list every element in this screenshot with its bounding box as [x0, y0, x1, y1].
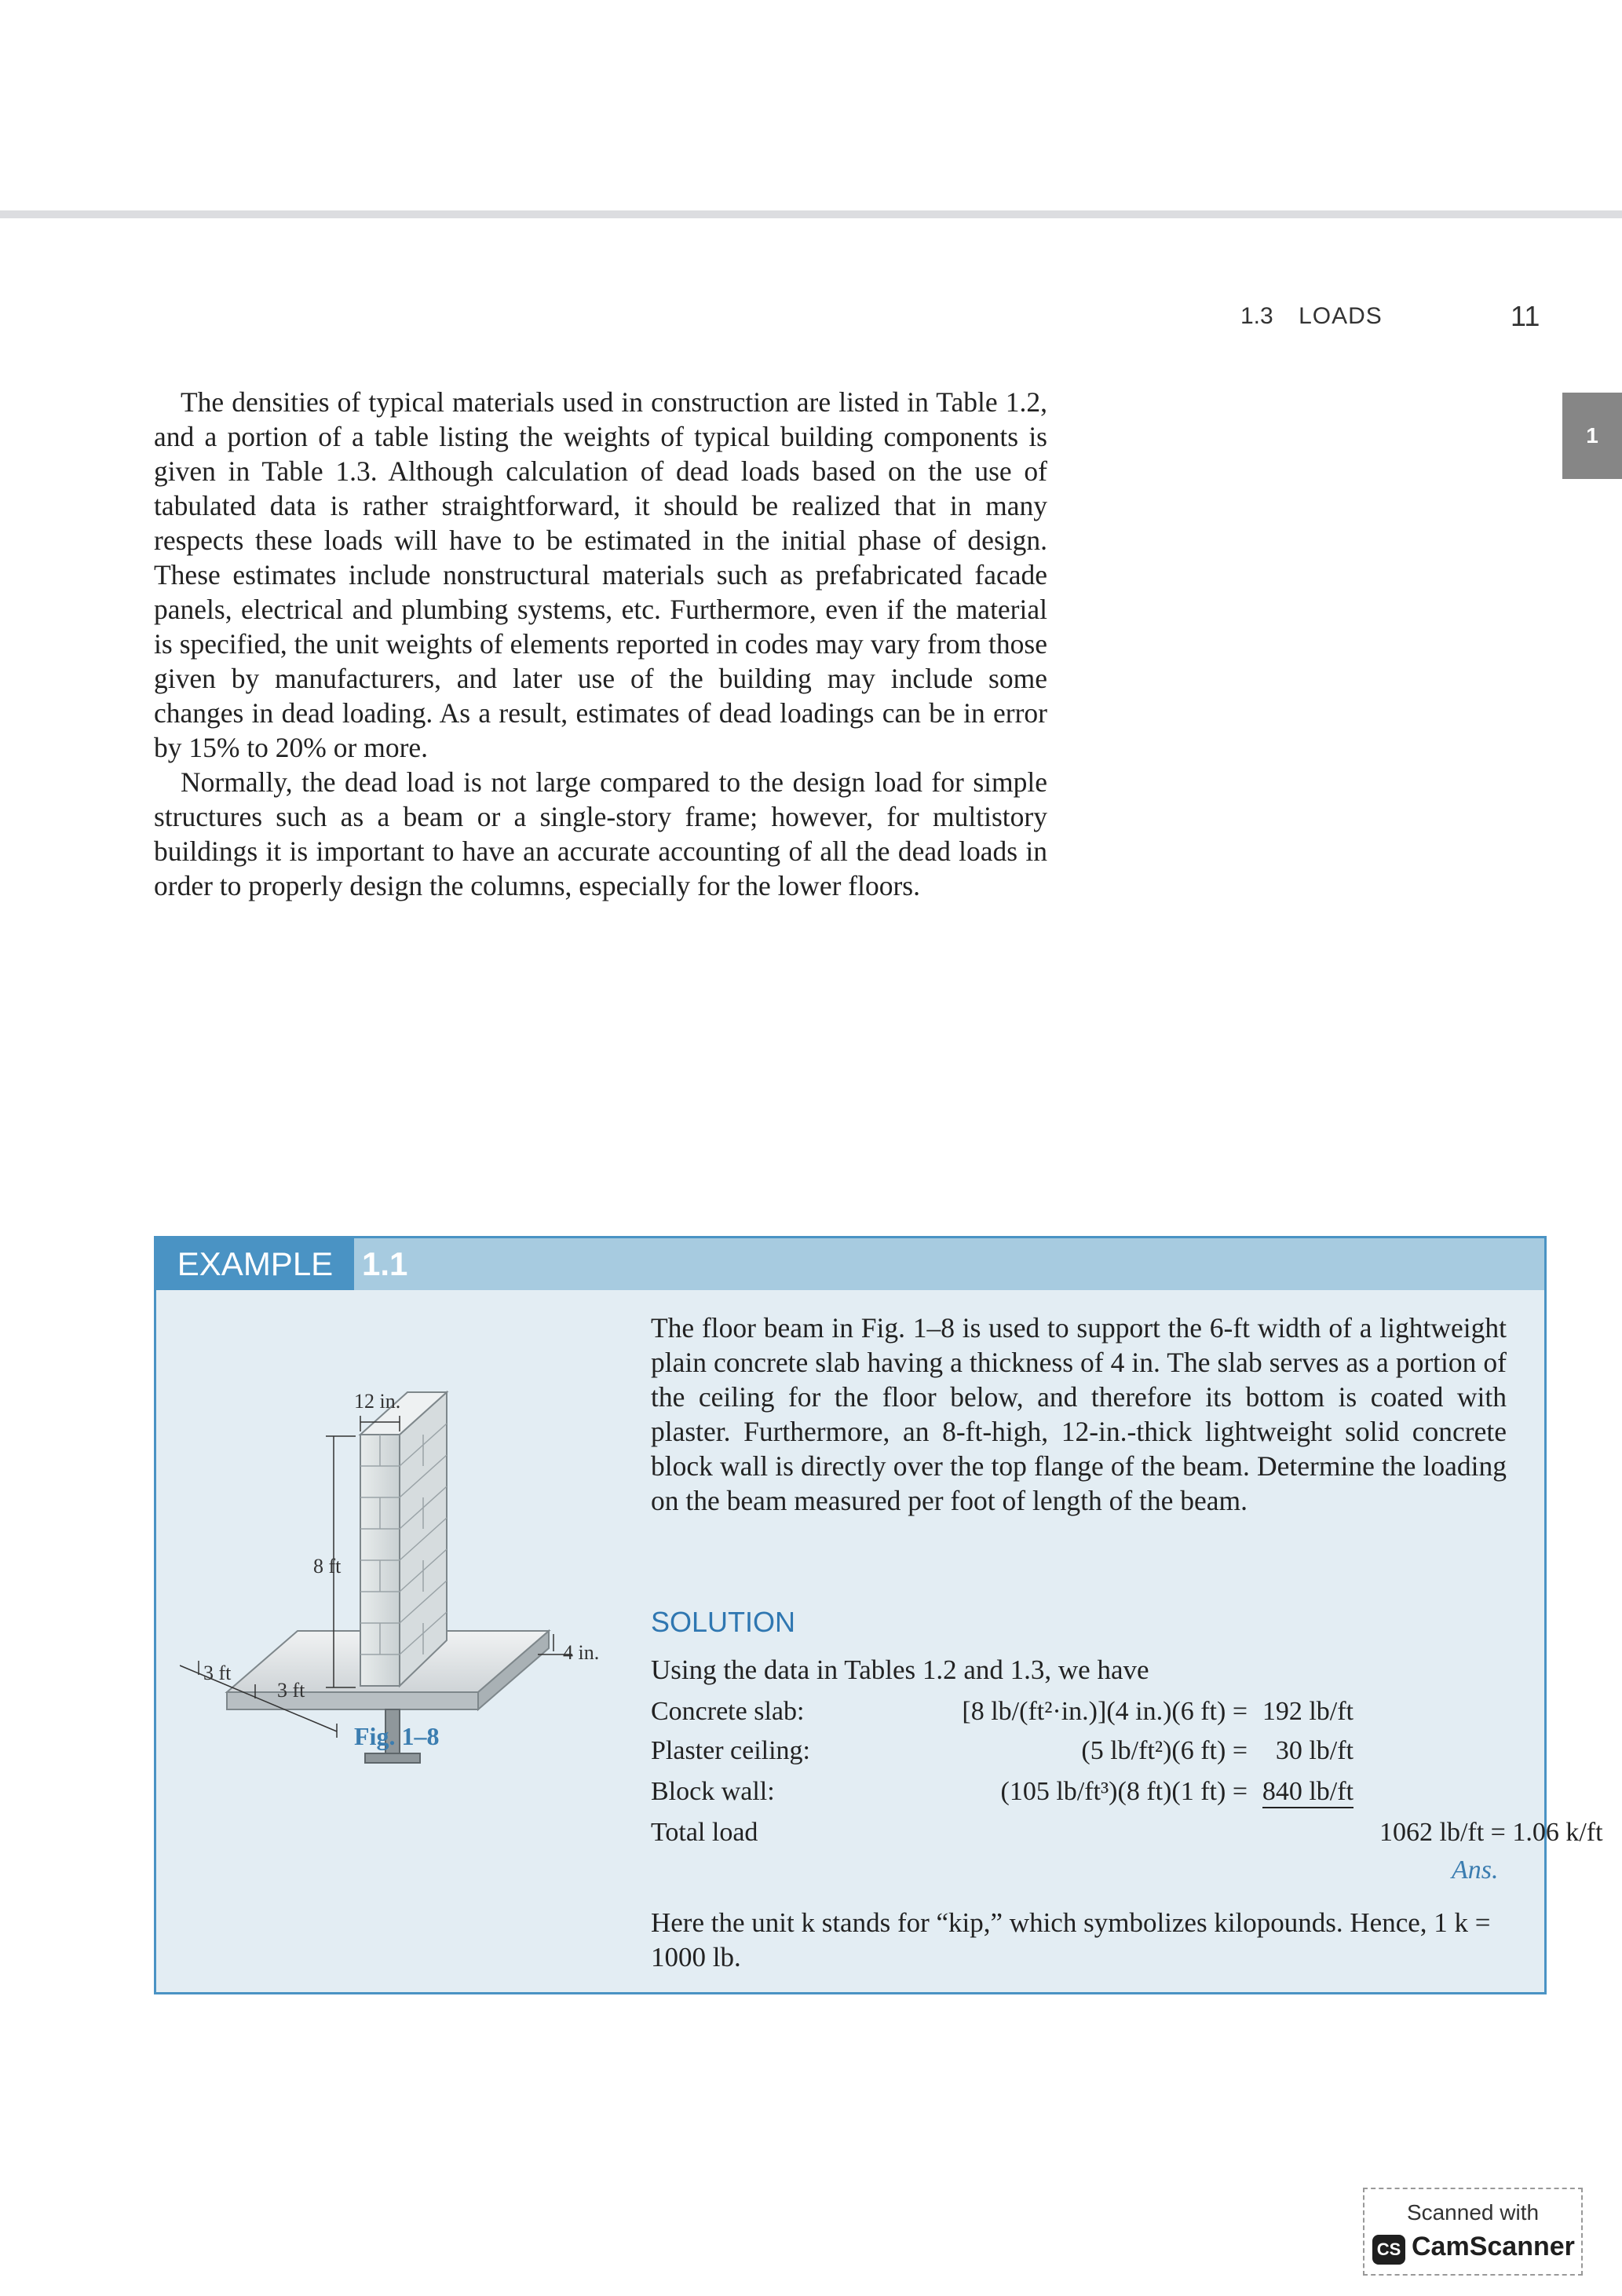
top-divider: [0, 210, 1622, 218]
example-header: [156, 1238, 1544, 1290]
calc-result: 30 lb/ft: [1275, 1736, 1353, 1765]
example-number: 1.1: [362, 1245, 408, 1282]
camscanner-watermark: [1363, 2188, 1583, 2276]
chapter-tab: 1: [1562, 393, 1622, 479]
calc-total: 1062 lb/ft = 1.06 k/ft: [1379, 1818, 1603, 1847]
calc-expression: [8 lb/(ft²·in.)](4 in.)(6 ft) =: [962, 1697, 1248, 1726]
example-label: EXAMPLE: [156, 1238, 354, 1290]
dim-wall-height: 8 ft: [313, 1555, 342, 1578]
calc-result: 840 lb/ft: [1262, 1777, 1353, 1808]
calc-expression: (5 lb/ft²)(6 ft) =: [1081, 1736, 1248, 1765]
running-head: [1240, 303, 1383, 330]
answer-marker: Ans.: [1452, 1855, 1499, 1885]
example-box: [154, 1236, 1603, 1994]
dim-right: 3 ft: [277, 1679, 305, 1702]
calc-label: Block wall:: [651, 1777, 775, 1806]
camscanner-logo-icon: CS: [1372, 2235, 1405, 2265]
calc-row-block-wall: [651, 1777, 1554, 1816]
figure-caption: Fig. 1–8: [354, 1722, 440, 1750]
note-text: Here the unit k stands for “kip,” which symbolizes kilopounds. Hence, 1 k = 1000 lb.: [651, 1907, 1491, 1972]
calc-label: Plaster ceiling:: [651, 1736, 811, 1765]
calc-label: Total load: [651, 1818, 758, 1847]
beam-flange: [365, 1753, 420, 1763]
body-text: [154, 385, 1047, 903]
section-title: LOADS: [1299, 303, 1383, 329]
dim-slab-thickness: 4 in.: [563, 1641, 600, 1664]
solution-title: SOLUTION: [651, 1606, 796, 1638]
figure-beam-wall: [180, 1317, 729, 1882]
calc-row-concrete-slab: [651, 1697, 1554, 1736]
paragraph: The densities of typical materials used in construction are listed in Table 1.2, and a portion of a table listing the weights of typical building components is given in Table 1.3. Although calculation of dead loads based on the use of tabulated data is rather straightforward, it should be realized that in many respects these loads will have to be estimated in the initial phase of design. These estimates include nonstructural materials such as prefabricated facade panels, electrical and plumbing systems, etc. Furthermore, even if the material is specified, the unit weights of elements reported in codes may vary from those given by manufacturers, and later use of the building may include some changes in dead loading. As a result, estimates of dead loadings can be in error by 15% to 20% or more.: [154, 386, 1047, 763]
calc-row-plaster-ceiling: [651, 1736, 1554, 1775]
section-number: 1.3: [1240, 303, 1273, 329]
calc-result: 192 lb/ft: [1262, 1697, 1353, 1726]
watermark-line: Scanned with: [1406, 2200, 1540, 2225]
dim-left: 3 ft: [203, 1662, 232, 1684]
page-number: 11: [1511, 300, 1540, 332]
watermark-name: CamScanner: [1412, 2232, 1575, 2261]
paragraph: Normally, the dead load is not large compared to the design load for simple structures such as a beam or a single-story frame; however, for multistory buildings it is important to have an accurate accounting of all the dead loads in order to properly design the columns, especially for the lower floors.: [154, 766, 1047, 901]
calc-label: Concrete slab:: [651, 1697, 805, 1726]
problem-statement: The floor beam in Fig. 1–8 is used to support the 6-ft width of a lightweight plain concrete slab having a thickness of 4 in. The slab serves as a portion of the ceiling for the floor below, and therefore its bottom is coated with plaster. Furthermore, an 8-ft-high, 12-in.-thick lightweight solid concrete block wall is directly over the top flange of the beam. Determine the loading on the beam measured per foot of length of the beam.: [651, 1312, 1507, 1516]
solution-intro: Using the data in Tables 1.2 and 1.3, we have: [651, 1654, 1149, 1685]
calc-row-total-load: [651, 1818, 1603, 1857]
dim-wall-thickness: 12 in.: [354, 1390, 401, 1413]
calc-expression: (105 lb/ft³)(8 ft)(1 ft) =: [1000, 1777, 1248, 1806]
